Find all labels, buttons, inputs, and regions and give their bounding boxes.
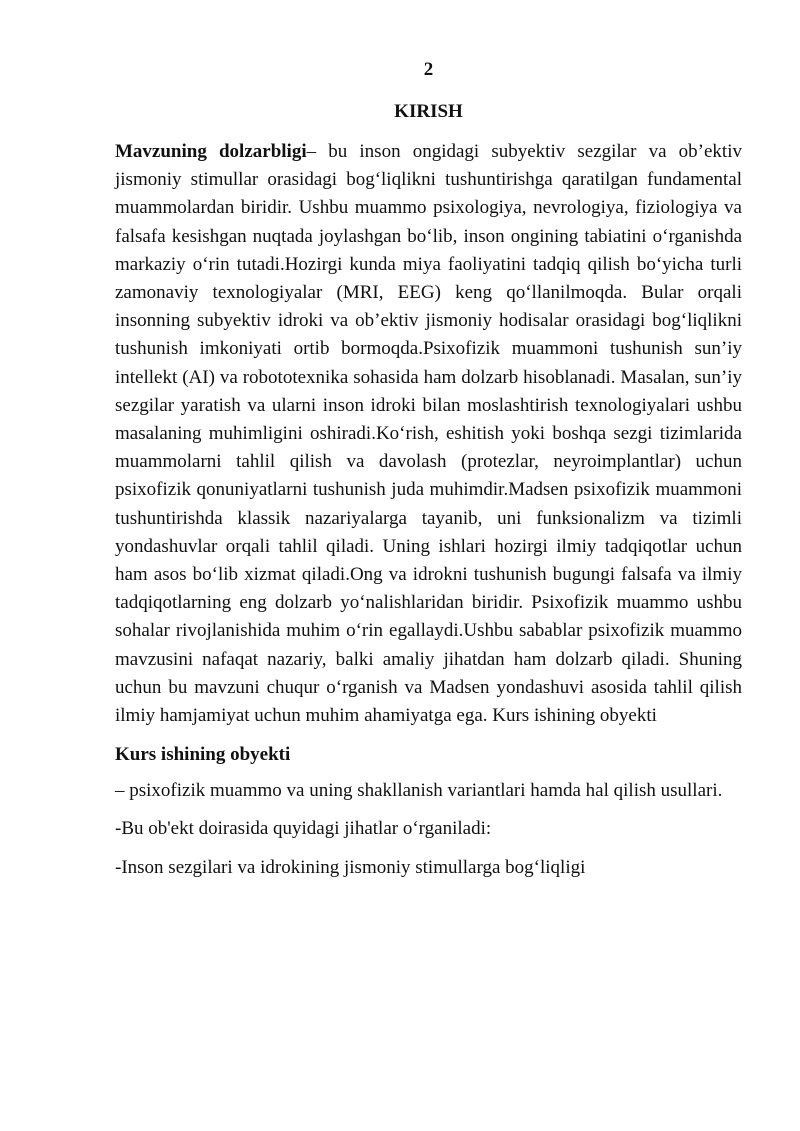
document-page (115, 58, 742, 892)
intro-text: – bu inson ongidagi subyektiv sezgilar va ob’ektiv jismoniy stimullar orasidagi bog‘liqlikni tushuntirishga qaratilgan fundamental muammolardan biridir. Ushbu muammo psixologiya, nevrologiya, fiziologiya va falsafa kesishgan nuqtada joylashgan bo‘lib, inson ongining tabiatini o‘rganishda markaziy o‘rin tutadi.Hozirgi kunda miya faoliyatini tadqiq qilish bo‘yicha turli zamonaviy texnologiyalar (MRI, EEG) keng qo‘llanilmoqda. Bular orqali insonning subyektiv idroki va ob’ektiv jismoniy hodisalar orasidagi bog‘liqlikni tushunish imkoniyati ortib bormoqda.Psixofizik muammoni tushunish sun’iy intellekt (AI) va robototexnika sohasida ham dolzarb hisoblanadi. Masalan, sun’iy sezgilar yaratish va ularni inson idroki bilan moslashtirish texnologiyalari ushbu masalaning muhimligini oshiradi.Ko‘rish, eshitish yoki boshqa sezgi tizimlarida muammolarni tahlil qilish va davolash (protezlar, neyroimplantlar) uchun psixofizik qonuniyatlarni tushunish juda muhimdir.Madsen psixofizik muammoni tushuntirishda klassik nazariyalarga tayanib, uni funksionalizm va tizimli yondashuvlar orqali tahlil qiladi. Uning ishlari hozirgi ilmiy tadqiqotlar uchun ham asos bo‘lib xizmat qiladi.Ong va idrokni tushunish bugungi falsafa va ilmiy tadqiqotlarning eng dolzarb yo‘nalishlaridan biridir. Psixofizik muammo ushbu sohalar rivojlanishida muhim o‘rin egallaydi.Ushbu sabablar psixofizik muammo mavzusini nafaqat nazariy, balki amaliy jihatdan ham dolzarb qiladi. Shuning uchun bu mavzuni chuqur o‘rganish va Madsen yondashuvi asosida tahlil qilish ilmiy hamjamiyat uchun muhim ahamiyatga ega. Kurs ishining obyekti (115, 141, 742, 727)
intro-paragraph (115, 138, 742, 730)
page-title: KIRISH (394, 101, 463, 122)
object-text: – psixofizik muammo va uning shakllanish variantlari hamda hal qilish usullari. (115, 780, 723, 802)
list-intro: -Bu ob'ekt doirasida quyidagi jihatlar o‘rganiladi: (115, 818, 492, 840)
intro-lead: Mavzuning dolzarbligi (115, 141, 307, 162)
page-number: 2 (423, 59, 434, 80)
object-heading: Kurs ishining obyekti (115, 744, 291, 766)
list-item: -Inson sezgilari va idrokining jismoniy stimullarga bog‘liqligi (115, 856, 586, 878)
